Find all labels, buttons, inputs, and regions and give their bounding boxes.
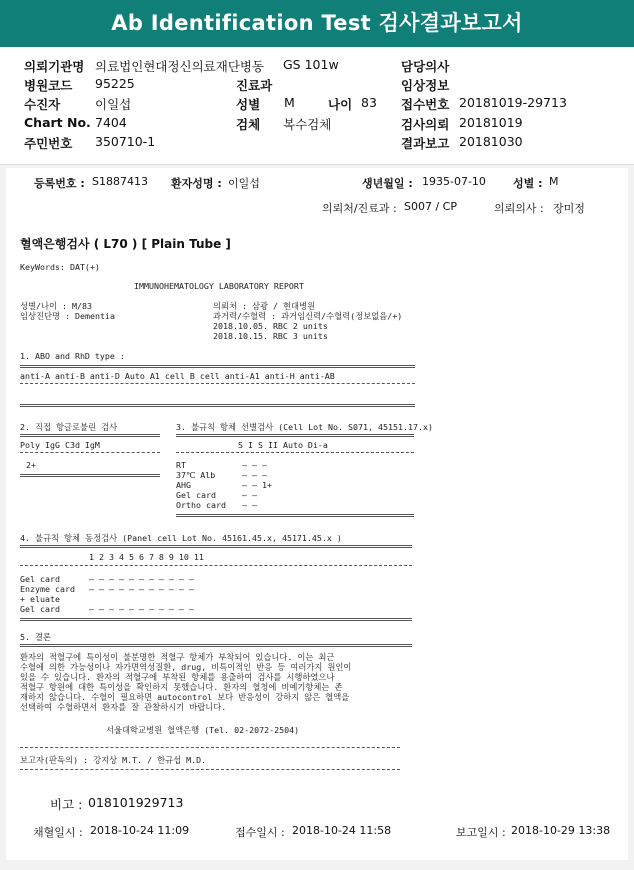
conclusion-title: 5. 결론 — [20, 632, 52, 642]
panel-section-title: 4. 불규칙 항체 동정검사 (Panel cell Lot No. 45161.45.x, 45171.45.x ) — [20, 533, 342, 543]
conclusion-line: 선택하여 수혈하면서 환자를 잘 관찰하시기 바랍니다. — [20, 702, 227, 712]
divider — [176, 434, 414, 437]
report-date-label: 결과보고 — [401, 136, 450, 151]
report-title: Ab Identification Test 검사결과보고서 — [111, 11, 523, 35]
panel-row-values: – – – – – – – – – – – — [89, 604, 194, 614]
abo-header: anti-A anti-B anti-D Auto A1 cell B cell anti-A1 anti-H anti-AB — [20, 371, 335, 381]
divider — [20, 474, 160, 477]
dat-poly-value: 2+ — [26, 460, 36, 470]
screen-header: S I S II Auto Di-a — [238, 440, 328, 450]
screen-row-values: – – – — [242, 470, 267, 480]
request-date-value: 20181019 — [459, 115, 523, 130]
keywords: KeyWords: DAT(+) — [20, 262, 100, 272]
ward-value: GS 101w — [283, 57, 339, 72]
sex2-label: 성별 : — [513, 177, 543, 190]
resident-no-label: 주민번호 — [24, 136, 73, 151]
divider — [176, 452, 414, 453]
panel-row-name: + eluate — [20, 594, 60, 604]
reg-value: S1887413 — [92, 175, 148, 188]
patient-label: 수진자 — [24, 97, 61, 112]
sex2-value: M — [549, 175, 559, 188]
dat-section-title: 2. 직접 항글로불린 검사 — [20, 422, 118, 432]
specimen-label: 검체 — [236, 117, 261, 132]
request-date-label: 검사의뢰 — [401, 117, 450, 132]
screen-row-name: Gel card — [176, 490, 216, 500]
divider — [176, 514, 414, 517]
dept2-label: 의뢰처/진료과 : — [322, 202, 397, 215]
screen-row-name: 37℃ Alb — [176, 470, 216, 480]
note-value: 018101929713 — [88, 795, 184, 810]
abo-section-title: 1. ABO and RhD type : — [20, 351, 125, 361]
panel-header: 1 2 3 4 5 6 7 8 9 10 11 — [89, 552, 204, 562]
bloodbank-test-title: 혈액은행검사 ( L70 ) [ Plain Tube ] — [20, 237, 231, 251]
received-value: 2018-10-24 11:58 — [292, 824, 392, 837]
divider — [20, 434, 160, 437]
diagnosis-line: 임상진단명 : Dementia — [20, 311, 116, 321]
age-value: 83 — [361, 95, 377, 110]
chart-no-value: 7404 — [95, 115, 127, 130]
hospital-code-label: 병원코드 — [24, 78, 73, 93]
conclusion-line: 있을 수 있습니다. 환자의 적혈구에 부착된 항체를 용출하여 검사를 시행하였으나 — [20, 672, 335, 682]
divider — [20, 565, 412, 566]
panel-row-name: Gel card — [20, 604, 60, 614]
screen-row-name: RT — [176, 460, 186, 470]
panel-row-name: Gel card — [20, 574, 60, 584]
dept-label: 진료과 — [236, 78, 273, 93]
dob-label: 생년월일 : — [362, 177, 413, 190]
conclusion-line: 수혈에 의한 가능성이나 자가면역성질환, drug, 비특이적인 반응 등 여러가지 원인이 — [20, 662, 352, 672]
report-header — [0, 0, 634, 47]
specimen-value: 복수검체 — [283, 117, 332, 132]
conclusion-line: 환자의 적혈구에 특이성이 불분명한 적혈구 항체가 부착되어 있습니다. 이는 최근 — [20, 652, 335, 662]
conclusion-line: 적혈구 항원에 대한 특이성을 확인하지 못했습니다. 환자의 혈청에 비예기항체는 존 — [20, 682, 343, 692]
divider — [20, 618, 412, 621]
report-date-value: 20181030 — [459, 134, 523, 149]
patient-value: 이일섭 — [95, 97, 132, 112]
note-label: 비고 : — [50, 797, 83, 812]
panel-row-values: – – – – – – – – – – – — [89, 584, 194, 594]
screen-section-title: 3. 불규칙 항체 선별검사 (Cell Lot No. S071, 45151.17.x) — [176, 422, 433, 432]
age-label: 나이 — [328, 97, 353, 112]
ordering-doctor-label: 의뢰의사 : — [494, 202, 544, 215]
resident-no-value: 350710-1 — [95, 134, 156, 149]
institution-label: 의뢰기관명 — [24, 59, 85, 74]
panel-row-name: Enzyme card — [20, 584, 75, 594]
conclusion-line: 재하지 않습니다. 수혈이 필요하면 autocontrol 보다 반응성이 강하지 않은 혈액을 — [20, 692, 350, 702]
divider — [20, 769, 400, 770]
institution-value: 의료법인현대정신의료재단병동 — [95, 59, 265, 74]
dept2-value: S007 / CP — [404, 200, 457, 213]
info-panel — [0, 47, 634, 165]
reporter-line: 보고자(판독의) : 강지상 M.T. / 한규섭 M.D. — [20, 755, 207, 765]
history-entry-2: 2018.10.15. RBC 3 units — [213, 331, 328, 341]
sex-age-line: 성별/나이 : M/83 — [20, 301, 93, 311]
panel-row-values: – – – – – – – – – – – — [89, 574, 194, 584]
hospital-code-value: 95225 — [95, 76, 135, 91]
received-label: 접수일시 : — [235, 826, 285, 839]
sex-value: M — [284, 95, 295, 110]
collected-value: 2018-10-24 11:09 — [90, 824, 190, 837]
name-value: 이일섭 — [228, 177, 260, 190]
receipt-no-value: 20181019-29713 — [459, 95, 567, 110]
sex-label: 성별 — [236, 97, 261, 112]
hospital-line: 서울대학교병원 혈액은행 (Tel. 02-2072-2504) — [106, 725, 300, 735]
divider — [20, 747, 400, 748]
origin-line: 의뢰처 : 삼광 / 현대병원 — [213, 301, 316, 311]
dat-header: Poly IgG C3d IgM — [20, 440, 100, 450]
ordering-doctor-value: 장미정 — [553, 202, 585, 215]
divider — [20, 452, 160, 453]
screen-row-values: – – 1+ — [242, 480, 272, 490]
screen-row-values: – – — [242, 490, 257, 500]
doctor-label: 담당의사 — [401, 59, 450, 74]
reported-value: 2018-10-29 13:38 — [511, 824, 611, 837]
reported-label: 보고일시 : — [456, 826, 506, 839]
screen-row-name: AHG — [176, 480, 191, 490]
divider — [20, 383, 415, 384]
history-entry-1: 2018.10.05. RBC 2 units — [213, 321, 328, 331]
collected-label: 채혈일시 : — [33, 826, 83, 839]
lab-report-title: IMMUNOHEMATOLOGY LABORATORY REPORT — [134, 281, 304, 291]
name-label: 환자성명 : — [171, 177, 222, 190]
divider — [20, 365, 415, 368]
screen-row-values: – – — [242, 500, 257, 510]
clinical-info-label: 임상정보 — [401, 78, 450, 93]
divider — [20, 545, 412, 548]
divider — [20, 644, 412, 647]
screen-row-name: Ortho card — [176, 500, 226, 510]
reg-label: 등록번호 : — [34, 177, 85, 190]
history-line: 과거력/수혈력 : 과거임신력/수혈력(정보없음/+) — [213, 311, 403, 321]
chart-no-label: Chart No. — [24, 115, 91, 130]
result-sheet — [6, 168, 628, 860]
receipt-no-label: 접수번호 — [401, 97, 450, 112]
divider — [20, 404, 415, 407]
screen-row-values: – – – — [242, 460, 267, 470]
dob-value: 1935-07-10 — [422, 175, 486, 188]
